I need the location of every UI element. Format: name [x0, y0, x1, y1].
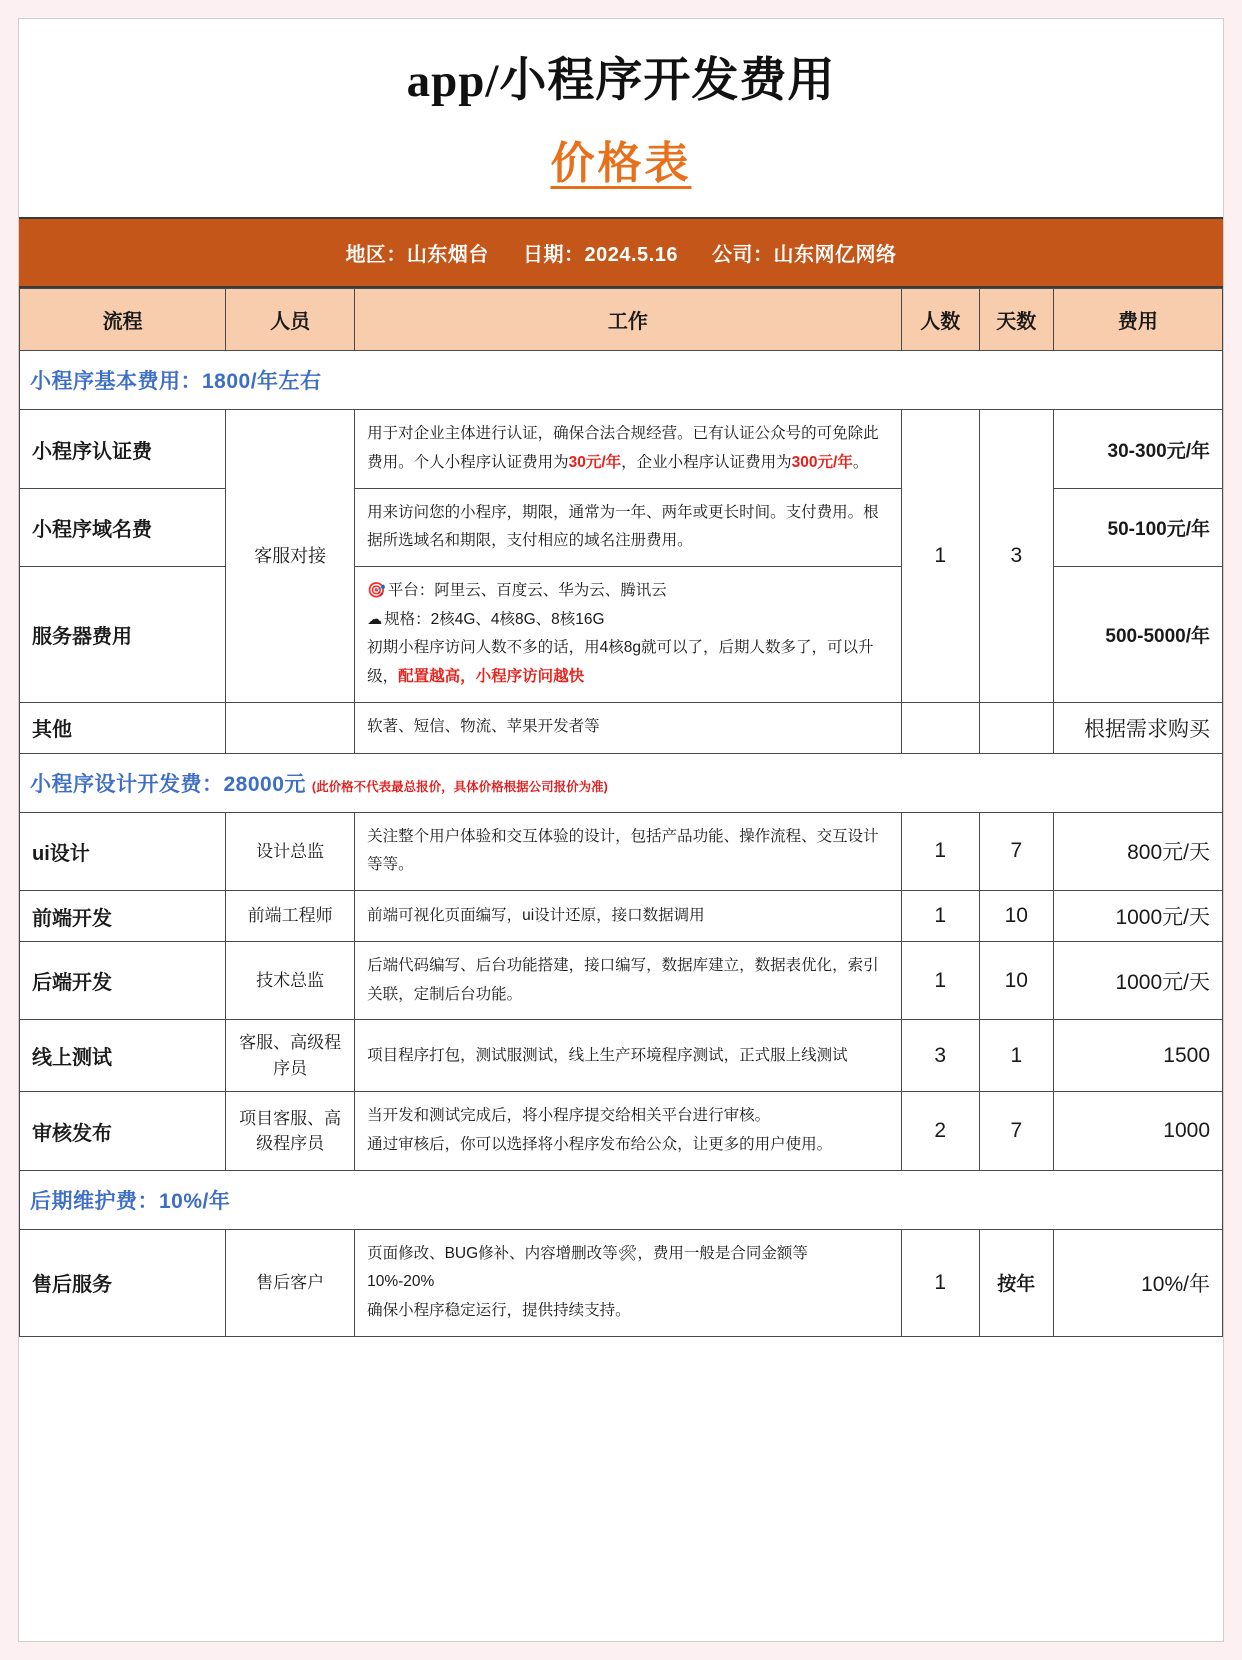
cell-fee: 1500	[1053, 1020, 1222, 1092]
cell-fee: 50-100元/年	[1053, 488, 1222, 566]
table-header-row	[20, 289, 1223, 351]
section-header-cell	[20, 1170, 1223, 1229]
cell-people: 设计总监	[226, 812, 355, 890]
table-body	[20, 351, 1223, 1336]
work-text: 前端可视化页面编写，ui设计还原，接口数据调用	[367, 906, 705, 924]
work-text: 用于对企业主体进行认证，确保合法合规经营。已有认证公众号的可免除此费用。个人小程序认证费用为	[367, 425, 879, 472]
spec-icon: ☁	[367, 610, 383, 628]
cell-work	[355, 1092, 902, 1170]
cell-count: 1	[901, 891, 979, 942]
table-row	[20, 1229, 1223, 1336]
cell-fee: 1000元/天	[1053, 891, 1222, 942]
section-header-row	[20, 753, 1223, 812]
work-paragraph	[367, 499, 889, 556]
table-row	[20, 410, 1223, 488]
cell-work	[355, 1229, 902, 1336]
work-line: 10%-20%	[367, 1273, 435, 1291]
work-text: 用来访问您的小程序，期限，通常为一年、两年或更长时间。支付费用。根据所选域名和期限，支付相应的域名注册费用。	[367, 503, 879, 550]
section-header-row	[20, 351, 1223, 410]
column-header-days: 天数	[979, 289, 1053, 351]
section-title: 小程序基本费用：1800/年左右	[30, 370, 322, 394]
cell-fee: 根据需求购买	[1053, 702, 1222, 753]
meta-date: 日期：2024.5.16	[523, 244, 678, 267]
cell-flow: ui设计	[20, 812, 226, 890]
cell-people: 技术总监	[226, 942, 355, 1020]
cell-fee: 30-300元/年	[1053, 410, 1222, 488]
table-row	[20, 812, 1223, 890]
highlighted-text: 300元/年	[791, 454, 853, 472]
table-row	[20, 891, 1223, 942]
cell-work	[355, 567, 902, 703]
cell-fee: 1000元/天	[1053, 942, 1222, 1020]
work-paragraph	[367, 902, 889, 931]
cell-count: 1	[901, 942, 979, 1020]
highlighted-text: 配置越高，小程序访问越快	[398, 668, 585, 686]
cell-work	[355, 1020, 902, 1092]
cell-count: 1	[901, 812, 979, 890]
section-header-cell	[20, 753, 1223, 812]
cell-count: 1	[901, 1229, 979, 1336]
work-line: 确保小程序稳定运行，提供持续支持。	[367, 1302, 631, 1320]
cell-people: 前端工程师	[226, 891, 355, 942]
cell-work	[355, 812, 902, 890]
page-title: app/小程序开发费用	[406, 55, 836, 107]
section-header-cell	[20, 351, 1223, 410]
work-paragraph	[367, 713, 889, 742]
section-header-row	[20, 1170, 1223, 1229]
cell-days: 1	[979, 1020, 1053, 1092]
cell-flow: 线上测试	[20, 1020, 226, 1092]
column-header-fee: 费用	[1053, 289, 1222, 351]
work-text: ，企业小程序认证费用为	[621, 454, 792, 472]
column-header-people: 人员	[226, 289, 355, 351]
work-paragraph	[367, 420, 889, 477]
cell-flow: 前端开发	[20, 891, 226, 942]
table-row	[20, 1020, 1223, 1092]
meta-company: 公司：山东网亿网络	[712, 244, 897, 267]
cell-people: 售后客户	[226, 1229, 355, 1336]
cell-people: 项目客服、高级程序员	[226, 1092, 355, 1170]
cell-flow: 服务器费用	[20, 567, 226, 703]
section-title: 后期维护费：10%/年	[30, 1189, 231, 1213]
work-line: 当开发和测试完成后，将小程序提交给相关平台进行审核。	[367, 1107, 771, 1125]
cell-days: 7	[979, 812, 1053, 890]
cell-flow: 售后服务	[20, 1229, 226, 1336]
price-sheet-page	[18, 18, 1224, 1642]
work-paragraph	[367, 952, 889, 1009]
section-note: (此价格不代表最总报价，具体价格根据公司报价为准)	[311, 779, 608, 794]
work-paragraph	[367, 634, 889, 691]
cell-count-merged: 1	[901, 410, 979, 702]
price-table	[19, 288, 1223, 1336]
cell-flow: 小程序认证费	[20, 410, 226, 488]
work-line-text: 规格：2核4G、4核8G、8核16G	[384, 610, 605, 628]
cell-people-merged: 客服对接	[226, 410, 355, 702]
cell-days: 7	[979, 1092, 1053, 1170]
cell-fee: 800元/天	[1053, 812, 1222, 890]
highlighted-text: 30元/年	[568, 454, 622, 472]
column-header-work: 工作	[355, 289, 902, 351]
cell-work	[355, 488, 902, 566]
cell-days: 10	[979, 942, 1053, 1020]
title-block	[19, 19, 1223, 219]
work-paragraph	[367, 823, 889, 880]
table-row	[20, 1092, 1223, 1170]
cell-fee: 500-5000/年	[1053, 567, 1222, 703]
meta-region: 地区：山东烟台	[345, 244, 489, 267]
cell-count	[901, 702, 979, 753]
table-header	[20, 289, 1223, 351]
cell-flow: 其他	[20, 702, 226, 753]
table-row	[20, 942, 1223, 1020]
work-text: 项目程序打包，测试服测试，线上生产环境程序测试，正式服上线测试	[367, 1046, 848, 1064]
work-text: 关注整个用户体验和交互体验的设计，包括产品功能、操作流程、交互设计等等。	[367, 827, 879, 874]
cell-days-merged: 3	[979, 410, 1053, 702]
work-text: 软著、短信、物流、苹果开发者等	[367, 718, 600, 736]
cell-work	[355, 942, 902, 1020]
work-paragraph	[367, 1042, 889, 1071]
meta-bar	[19, 219, 1223, 288]
cell-flow: 小程序域名费	[20, 488, 226, 566]
cell-flow: 审核发布	[20, 1092, 226, 1170]
work-line: 页面修改、BUG修补、内容增删改等🛠，费用一般是合同金额等	[367, 1244, 808, 1262]
section-title: 小程序设计开发费：28000元	[30, 772, 306, 796]
cell-work	[355, 410, 902, 488]
platform-icon: 🎯	[367, 582, 386, 600]
cell-days: 10	[979, 891, 1053, 942]
work-text: 初期小程序访问人数不多的话，用4核8g就可以了，后期人数多了，可以升级，	[367, 639, 874, 686]
work-text: 。	[852, 454, 869, 472]
cell-work	[355, 702, 902, 753]
cell-fee: 10%/年	[1053, 1229, 1222, 1336]
cell-days: 按年	[979, 1229, 1053, 1336]
work-text: 后端代码编写、后台功能搭建，接口编写，数据库建立，数据表优化，索引关联，定制后台功能。	[367, 957, 879, 1003]
column-header-flow: 流程	[20, 289, 226, 351]
cell-flow: 后端开发	[20, 942, 226, 1020]
cell-people	[226, 702, 355, 753]
cell-people: 客服、高级程序员	[226, 1020, 355, 1092]
cell-days	[979, 702, 1053, 753]
cell-work	[355, 891, 902, 942]
table-row	[20, 702, 1223, 753]
work-line-text: 平台：阿里云、百度云、华为云、腾讯云	[387, 582, 667, 600]
cell-count: 2	[901, 1092, 979, 1170]
cell-fee: 1000	[1053, 1092, 1222, 1170]
column-header-count: 人数	[901, 289, 979, 351]
page-subtitle: 价格表	[550, 139, 692, 189]
cell-count: 3	[901, 1020, 979, 1092]
work-line: 通过审核后，你可以选择将小程序发布给公众，让更多的用户使用。	[367, 1136, 833, 1154]
